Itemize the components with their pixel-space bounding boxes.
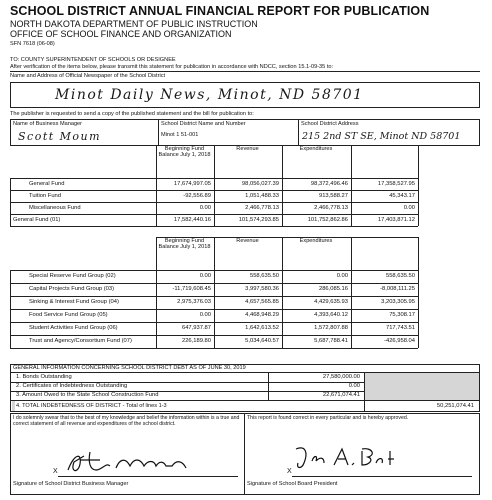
table-cell: 1,642,613.52 — [245, 325, 279, 331]
form-number: SFN 7618 (06-08) — [10, 41, 55, 47]
table-cell: 2,466,778.13 — [245, 204, 279, 211]
column-divider — [282, 237, 283, 348]
column-divider — [156, 237, 157, 348]
row-label: Student Activities Fund Group (06) — [29, 325, 118, 331]
table-cell: 913,588.27 — [318, 192, 348, 199]
row-label: General Fund — [29, 180, 65, 187]
row-line — [10, 296, 418, 297]
row-line — [10, 322, 418, 323]
right-signature-line — [292, 476, 472, 477]
table-cell: 0.00 — [199, 273, 211, 279]
debt-row-label: 1. Bonds Outstanding — [16, 374, 72, 380]
table-cell: 2,466,778.13 — [314, 204, 348, 211]
address-value: 215 2nd ST SE, Minot ND 58701 — [302, 131, 461, 142]
table-cell: 17,358,527.95 — [377, 180, 415, 187]
table-cell: 647,937.87 — [181, 325, 211, 331]
table-cell: 4,393,640.12 — [314, 312, 348, 318]
department-name: NORTH DAKOTA DEPARTMENT OF PUBLIC INSTRUCTION — [10, 19, 258, 29]
table-cell: 558,635.50 — [249, 273, 279, 279]
district-label: School District Name and Number — [161, 121, 246, 127]
address-label: School District Address — [301, 121, 359, 127]
board-president-signature — [290, 443, 400, 473]
report-title: SCHOOL DISTRICT ANNUAL FINANCIAL REPORT FOR PUBLICATION — [10, 4, 430, 18]
table-cell: 45,343.17 — [389, 192, 415, 199]
debt-row-value: 22,671,074.41 — [322, 392, 360, 398]
column-divider — [351, 237, 352, 348]
divider — [10, 71, 480, 72]
shaded-area — [364, 373, 479, 400]
right-signature-label: Signature of School Board President — [247, 481, 338, 487]
row-label: Tuition Fund — [29, 192, 62, 199]
debt-heading: GENERAL INFORMATION CONCERNING SCHOOL DISTRICT DEBT AS OF JUNE 30, 2019 — [13, 365, 246, 371]
divider — [298, 119, 299, 146]
row-line — [10, 214, 418, 215]
row-label: Sinking & Interest Fund Group (04) — [29, 299, 119, 305]
table-cell: 98,372,496.46 — [310, 180, 348, 187]
table-cell: 3,203,305.95 — [381, 299, 415, 305]
row-label: Special Reserve Fund Group (02) — [29, 273, 116, 279]
column-divider — [364, 373, 365, 412]
table-cell: 2,975,376.03 — [177, 299, 211, 305]
table-cell: 98,056,027.39 — [241, 180, 279, 187]
table-cell: 1,051,488.33 — [245, 192, 279, 199]
request-line: The publisher is requested to send a copy of the published statement and the bill for publication to: — [10, 111, 254, 117]
office-name: OFFICE OF SCHOOL FINANCE AND ORGANIZATION — [10, 29, 232, 39]
column-divider — [418, 145, 419, 226]
debt-row-value: 27,580,000.00 — [322, 374, 360, 380]
table-cell: -92,556.89 — [183, 192, 211, 199]
table-cell: 1,572,807.88 — [314, 325, 348, 331]
debt-row-value: 0.00 — [348, 383, 360, 389]
row-line — [10, 270, 418, 271]
column-divider — [10, 270, 11, 348]
row-label: Food Service Fund Group (05) — [29, 312, 108, 318]
district-value: Minot 1 51-001 — [161, 132, 199, 138]
total-debt-value: 50,251,074.41 — [436, 403, 474, 409]
table-cell: 17,403,871.12 — [377, 216, 415, 223]
column-divider — [418, 237, 419, 348]
table-cell: 286,085.16 — [318, 286, 348, 292]
left-signature-line — [58, 476, 238, 477]
row-line — [10, 283, 418, 284]
divider — [156, 145, 418, 146]
column-header: Expenditures — [299, 238, 333, 244]
debt-row-label: 2. Certificates of Indebtedness Outstanding — [16, 383, 128, 389]
table-cell: 0.00 — [403, 204, 415, 211]
column-divider — [214, 237, 215, 348]
column-header: Beginning Fund Balance July 1, 2018 — [158, 238, 211, 251]
row-line — [10, 202, 418, 203]
row-line — [10, 190, 418, 191]
total-debt-label: 4. TOTAL INDEBTEDNESS OF DISTRICT - Total of lines 1-3 — [16, 403, 167, 409]
row-line — [10, 309, 418, 310]
table-cell: 101,574,293.85 — [238, 216, 279, 223]
column-header: Revenue — [236, 146, 259, 152]
table-cell: 0.00 — [199, 312, 211, 318]
column-divider — [268, 373, 269, 400]
table-cell: 5,687,788.41 — [314, 338, 348, 344]
row-line — [10, 348, 418, 349]
table-cell: -8,008,111.25 — [380, 286, 415, 292]
table-cell: -11,719,608.45 — [172, 286, 211, 292]
divider — [244, 413, 245, 495]
shaded-area — [12, 401, 15, 411]
table-cell: 17,582,440.16 — [173, 216, 211, 223]
manager-value: Scott Moum — [18, 130, 102, 143]
manager-label: Name of Business Manager — [13, 121, 83, 127]
table-cell: 101,752,862.86 — [307, 216, 348, 223]
table-cell: 3,997,580.36 — [245, 286, 279, 292]
right-x-mark: X — [287, 468, 292, 475]
row-label: Miscellaneous Fund — [29, 204, 81, 211]
table-cell: -426,958.04 — [384, 338, 415, 344]
row-label: General Fund (01) — [13, 216, 61, 223]
column-divider — [10, 178, 11, 226]
table-cell: 4,657,565.85 — [245, 299, 279, 305]
table-cell: 17,674,997.05 — [173, 180, 211, 187]
column-header: Revenue — [236, 238, 259, 244]
row-label: Trust and Agency/Consortium Fund (07) — [29, 338, 132, 344]
divider — [158, 119, 159, 146]
table-cell: 75,308.17 — [389, 312, 415, 318]
table-cell: 5,034,640.57 — [245, 338, 279, 344]
table-cell: 558,635.50 — [385, 273, 415, 279]
table-cell: 717,743.51 — [385, 325, 415, 331]
table-cell: 4,468,948.29 — [245, 312, 279, 318]
table-cell: 4,429,635.93 — [314, 299, 348, 305]
instructions: After verification of the items below, please transmit this statement for publication in accordance with NDCC, section 15.1-09-35 to: — [10, 64, 334, 70]
left-x-mark: X — [53, 468, 58, 475]
newspaper-label: Name and Address of Official Newspaper of the School District — [10, 73, 166, 79]
row-line — [10, 335, 418, 336]
row-line — [10, 400, 480, 401]
table-cell: 226,189.80 — [181, 338, 211, 344]
table-cell: 0.00 — [199, 204, 211, 211]
right-statement: This report is found correct in every particular and is hereby approved. — [247, 415, 409, 421]
left-signature-label: Signature of School District Business Manager — [13, 481, 129, 487]
row-line — [10, 178, 418, 179]
column-header: Expenditures — [299, 146, 333, 152]
left-statement: I do solemnly swear that to the best of my knowledge and belief the information within is a true and correct statement of all revenue and expenditures of the school district. — [13, 415, 240, 428]
to-line: TO: COUNTY SUPERINTENDENT OF SCHOOLS OR DESIGNEE — [10, 57, 176, 63]
table-cell: 0.00 — [336, 273, 348, 279]
row-line — [10, 226, 418, 227]
business-manager-signature — [60, 448, 210, 478]
column-header: Beginning Fund Balance July 1, 2018 — [158, 146, 211, 159]
newspaper-value: Minot Daily News, Minot, ND 58701 — [55, 87, 364, 103]
divider — [156, 237, 418, 238]
row-label: Capital Projects Fund Group (03) — [29, 286, 115, 292]
debt-row-label: 3. Amount Owed to the State School Construction Fund — [16, 392, 159, 398]
